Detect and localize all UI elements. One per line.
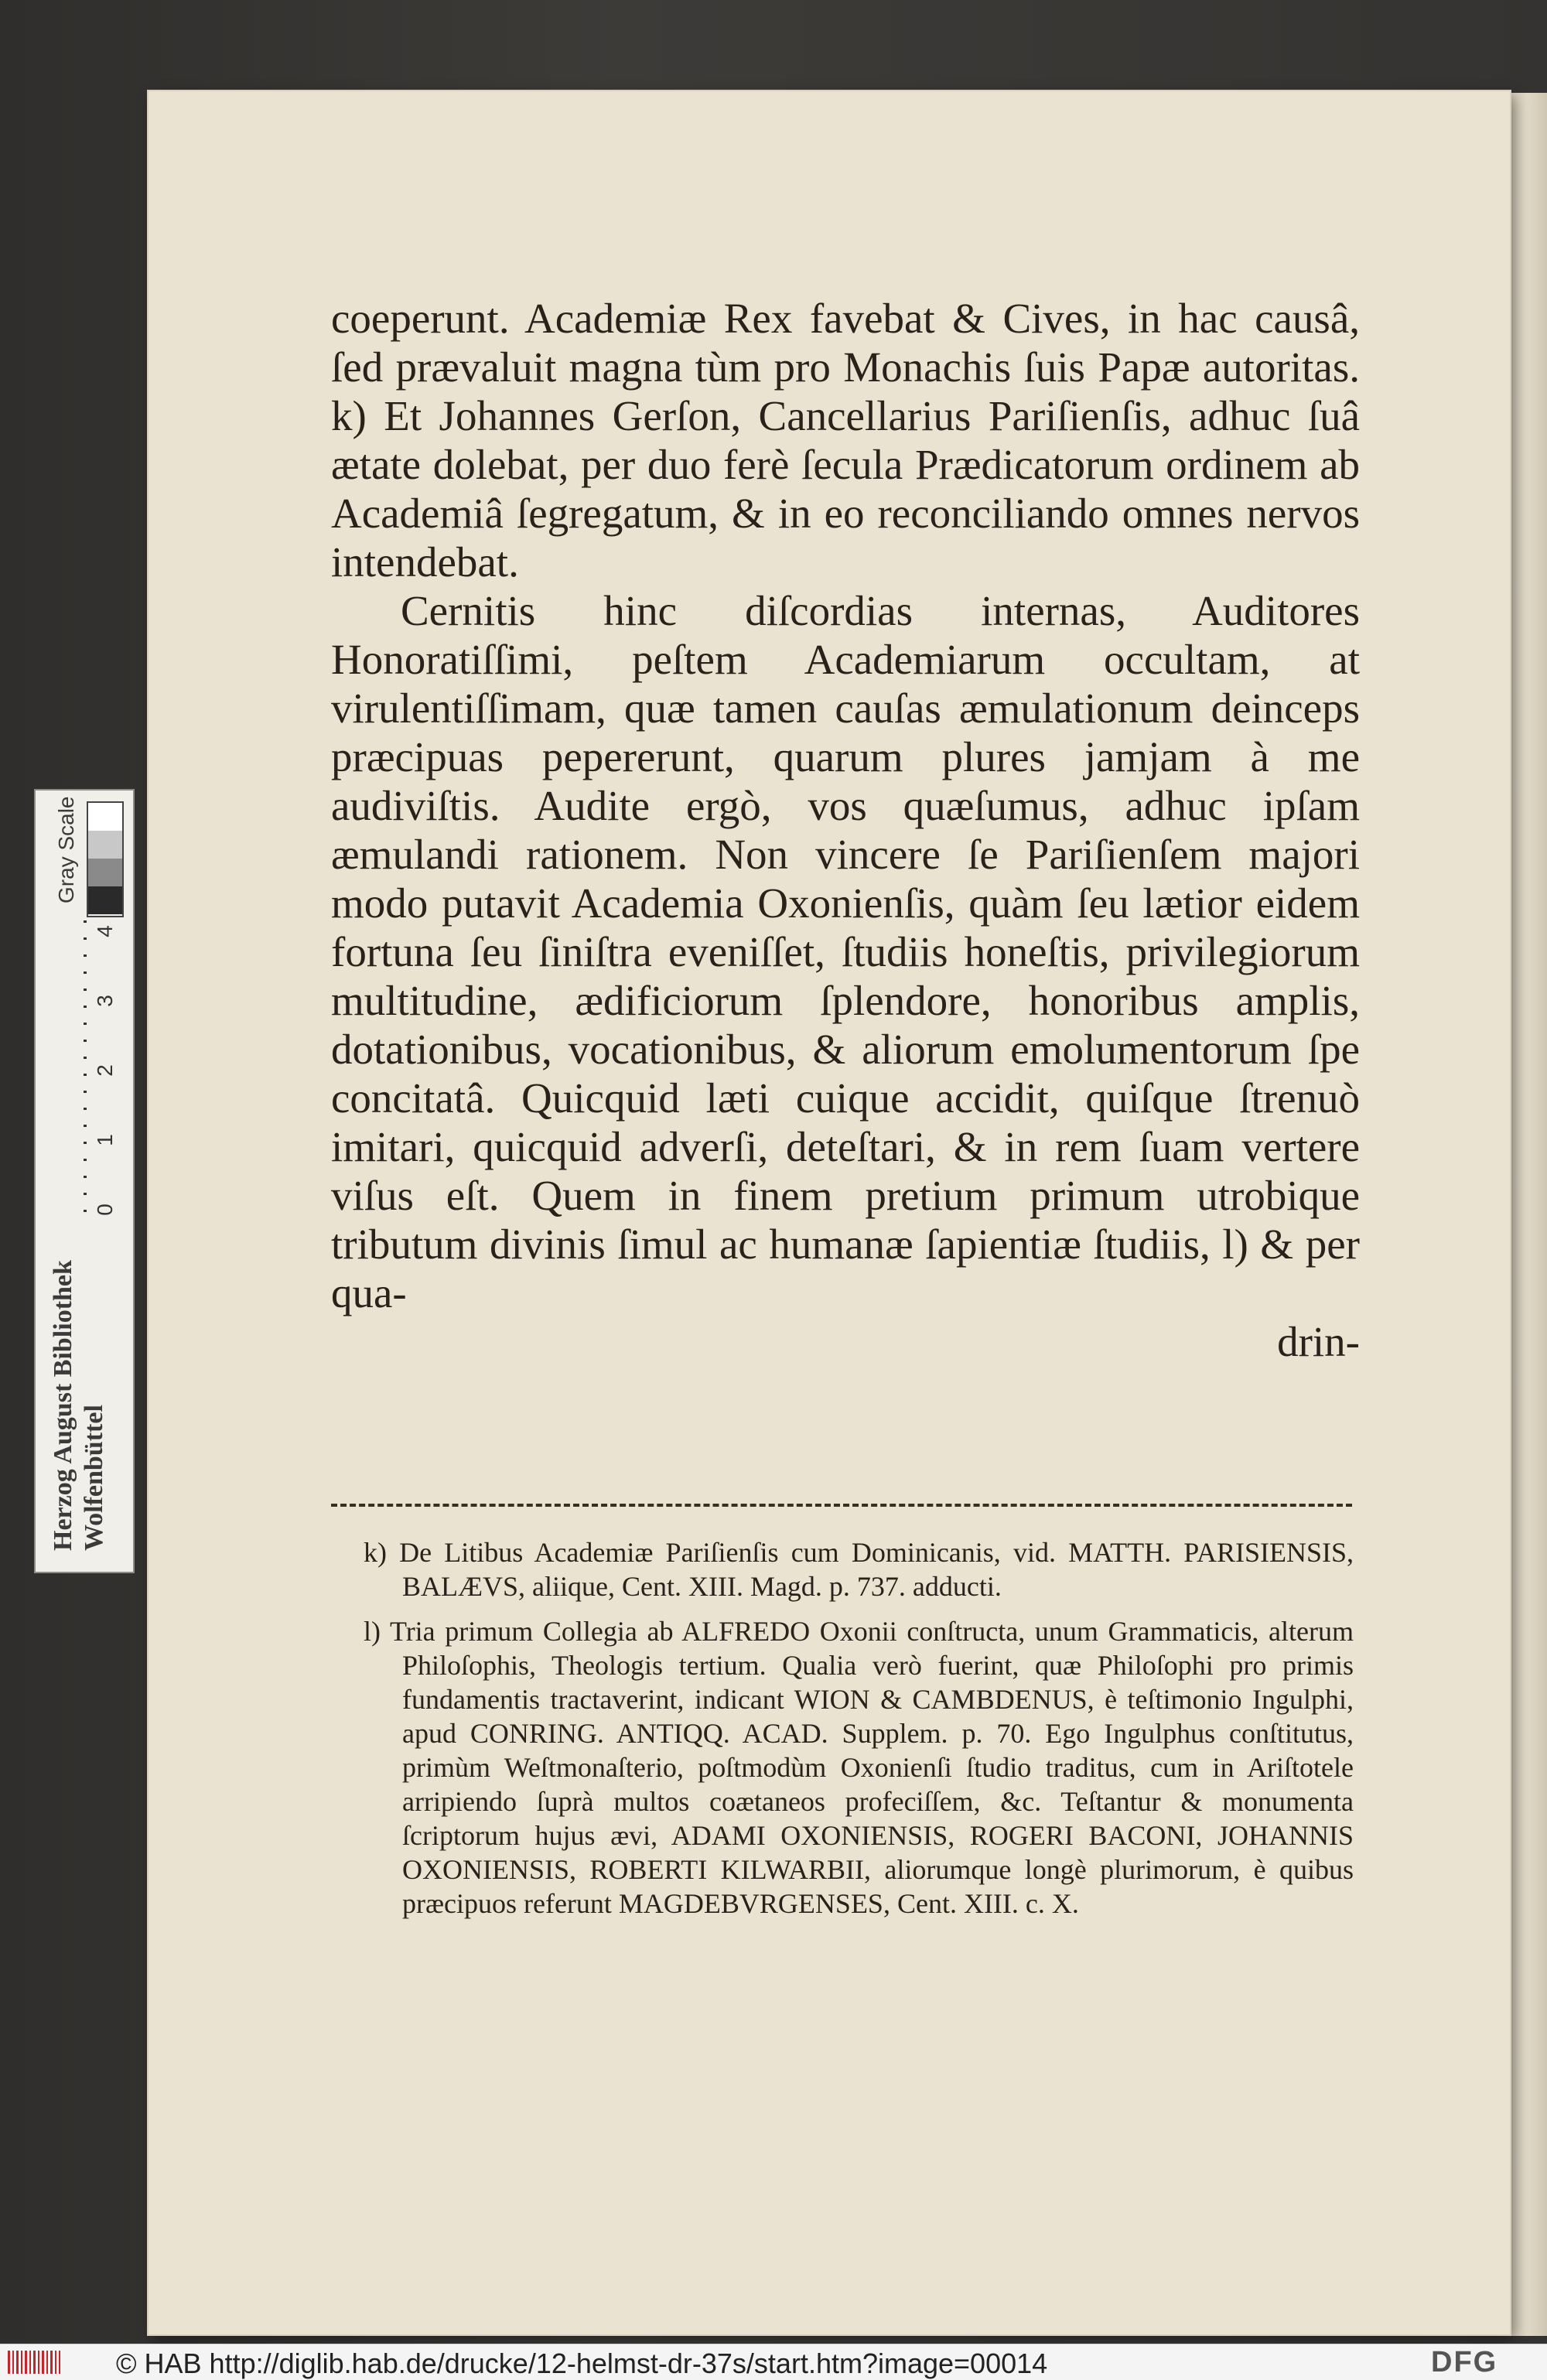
ruler-ticks	[84, 920, 87, 1214]
footnote-divider	[331, 1504, 1352, 1507]
swatch-light	[88, 831, 122, 859]
barcode-icon	[8, 2351, 60, 2374]
swatch-white	[88, 803, 122, 831]
institution-name	[48, 1473, 79, 1551]
footnote-text: De Litibus Academiæ Pariſienſis cum Dominicanis, vid. MATTH. PARISIENSIS, BALÆVS, aliique, Cent. XIII. Magd. p. 737. adducti.	[399, 1537, 1354, 1602]
footnote-text: Tria primum Collegia ab ALFREDO Oxonii conſtructa, unum Grammaticis, alterum Philoſophis, Theologis tertium. Qualia verò fuerint, quæ Philoſophi pro primis fundamentis tractaverint, indicant WION & CAMBDENUS, è teſtimonio Ingulphi, apud CONRING. ANTIQQ. ACAD. Supplem. p. 70. Ego Ingulphus conſtitutus, primùm Weſtmonaſterio, poſtmodùm Oxonienſi ſtudio traditus, cum in Ariſtotele arripiendo ſuprà multos coætaneos profeciſſem, &c. Teſtantur & monumenta ſcriptorum hujus ævi, ADAMI OXONIENSIS, ROGERI BACONI, JOHANNIS OXONIENSIS, ROBERTI KILWARBII, aliorumque longè plurimorum, è quibus præcipuos referunt MAGDEBVRGENSES, Cent. XIII. c. X.	[389, 1616, 1354, 1919]
footnote-mark: l)	[364, 1616, 381, 1647]
footnote-k	[364, 1535, 1354, 1603]
ruler-number-4: 4	[92, 925, 117, 937]
institution-label	[48, 1405, 110, 1551]
source-url-link[interactable]: © HAB http://diglib.hab.de/drucke/12-helmst-dr-37s/start.htm?image=00014	[116, 2348, 1048, 2379]
page-body-text	[331, 294, 1360, 1366]
catchword: drin-	[1277, 1318, 1360, 1365]
ruler-number-0: 0	[92, 1204, 117, 1216]
footer-bar	[0, 2344, 1547, 2380]
ruler-number-3: 3	[92, 995, 117, 1007]
dfg-logo: DFG	[1431, 2346, 1498, 2378]
gray-swatches	[87, 801, 124, 917]
swatch-dark	[88, 886, 122, 914]
institution-city: Wolfenbüttel	[80, 1405, 108, 1551]
footnote-mark: k)	[364, 1537, 387, 1568]
footnotes	[364, 1535, 1354, 1931]
paragraph-2: Cernitis hinc diſcordias internas, Auditores Honoratiſſimi, peſtem Academiarum occultam, at virulentiſſimam, quæ tamen cauſas æmulationum deinceps præcipuas pepererunt, quarum plures jamjam à me audiviſtis. Audite ergò, vos quæſumus, adhuc ipſam æmulandi rationem. Non vincere ſe Pariſienſem majori modo putavit Academia Oxonienſis, quàm ſeu lætior eidem fortuna ſeu ſiniſtra eveniſſet, ſtudiis honeſtis, privilegiorum multitudine, ædificiorum ſplendore, honoribus amplis, dotationibus, vocationibus, & aliorum emolumentorum ſpe concitatâ. Quicquid læti cuique accidit, quiſque ſtrenuò imitari, quicquid adverſi, deteſtari, & in rem ſuam vertere viſus eſt. Quem in finem pretium primum utrobique tributum divinis ſimul ac humanæ ſapientiæ ſtudiis, l) & per qua-	[331, 587, 1360, 1316]
ruler-number-1: 1	[92, 1134, 117, 1146]
gray-scale-label: Gray Scale	[54, 796, 78, 903]
ruler-number-2: 2	[92, 1064, 117, 1077]
footnote-l	[364, 1614, 1354, 1921]
paragraph-1: coeperunt. Academiæ Rex favebat & Cives, in hac causâ, ſed prævaluit magna tùm pro Monachis ſuis Papæ autoritas. k) Et Johannes Gerſon, Cancellarius Pariſienſis, adhuc ſuâ ætate dolebat, per duo ferè ſecula Prædicatorum ordinem ab Academiâ ſegregatum, & in eo reconciliando omnes nervos intendebat.	[331, 295, 1360, 586]
swatch-mid	[88, 859, 122, 886]
